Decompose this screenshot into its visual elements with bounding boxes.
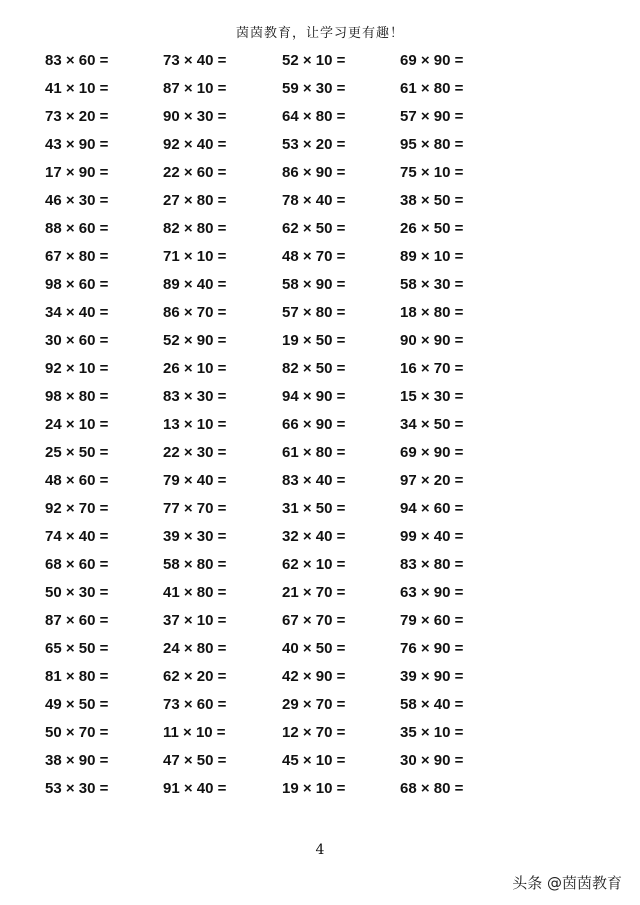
problem-row (0, 775, 640, 803)
multiplication-problem: 41 × 80 = (163, 584, 227, 601)
problem-row (0, 523, 640, 551)
multiplication-problem: 79 × 40 = (163, 472, 227, 489)
multiplication-problem: 90 × 30 = (163, 108, 227, 125)
multiplication-problem: 18 × 80 = (400, 304, 464, 321)
multiplication-problem: 39 × 90 = (400, 668, 464, 685)
multiplication-problem: 26 × 10 = (163, 360, 227, 377)
multiplication-problem: 88 × 60 = (45, 220, 109, 237)
problem-row (0, 551, 640, 579)
multiplication-problem: 64 × 80 = (282, 108, 346, 125)
multiplication-problem: 40 × 50 = (282, 640, 346, 657)
multiplication-problem: 82 × 80 = (163, 220, 227, 237)
multiplication-problem: 32 × 40 = (282, 528, 346, 545)
multiplication-problem: 42 × 90 = (282, 668, 346, 685)
multiplication-problem: 89 × 10 = (400, 248, 464, 265)
multiplication-problem: 58 × 90 = (282, 276, 346, 293)
multiplication-problem: 65 × 50 = (45, 640, 109, 657)
multiplication-problem: 19 × 50 = (282, 332, 346, 349)
multiplication-problem: 73 × 40 = (163, 52, 227, 69)
multiplication-problem: 57 × 90 = (400, 108, 464, 125)
multiplication-problem: 47 × 50 = (163, 752, 227, 769)
problem-row (0, 607, 640, 635)
multiplication-problem: 86 × 70 = (163, 304, 227, 321)
multiplication-problem: 58 × 80 = (163, 556, 227, 573)
multiplication-problem: 26 × 50 = (400, 220, 464, 237)
problem-row (0, 159, 640, 187)
multiplication-problem: 69 × 90 = (400, 52, 464, 69)
multiplication-problem: 19 × 10 = (282, 780, 346, 797)
multiplication-problem: 11 × 10 = (163, 724, 226, 741)
problem-row (0, 691, 640, 719)
multiplication-problem: 38 × 50 = (400, 192, 464, 209)
problem-row (0, 355, 640, 383)
problem-row (0, 579, 640, 607)
multiplication-problem: 77 × 70 = (163, 500, 227, 517)
multiplication-problem: 63 × 90 = (400, 584, 464, 601)
multiplication-problem: 67 × 80 = (45, 248, 109, 265)
multiplication-problem: 15 × 30 = (400, 388, 464, 405)
multiplication-problem: 22 × 60 = (163, 164, 227, 181)
multiplication-problem: 67 × 70 = (282, 612, 346, 629)
multiplication-problem: 92 × 70 = (45, 500, 109, 517)
multiplication-problem: 50 × 70 = (45, 724, 109, 741)
multiplication-problem: 73 × 20 = (45, 108, 109, 125)
multiplication-problem: 25 × 50 = (45, 444, 109, 461)
multiplication-problem: 16 × 70 = (400, 360, 464, 377)
multiplication-problem: 69 × 90 = (400, 444, 464, 461)
multiplication-problem: 62 × 10 = (282, 556, 346, 573)
multiplication-problem: 39 × 30 = (163, 528, 227, 545)
multiplication-problem: 30 × 60 = (45, 332, 109, 349)
problem-row (0, 635, 640, 663)
multiplication-problem: 30 × 90 = (400, 752, 464, 769)
multiplication-problem: 97 × 20 = (400, 472, 464, 489)
problem-row (0, 215, 640, 243)
multiplication-problem: 71 × 10 = (163, 248, 227, 265)
multiplication-problem: 83 × 30 = (163, 388, 227, 405)
multiplication-problem: 74 × 40 = (45, 528, 109, 545)
multiplication-problem: 83 × 40 = (282, 472, 346, 489)
multiplication-problem: 13 × 10 = (163, 416, 227, 433)
problem-row (0, 271, 640, 299)
problem-row (0, 719, 640, 747)
multiplication-problem: 91 × 40 = (163, 780, 227, 797)
multiplication-problem: 66 × 90 = (282, 416, 346, 433)
multiplication-problem: 37 × 10 = (163, 612, 227, 629)
problem-row (0, 187, 640, 215)
multiplication-problem: 43 × 90 = (45, 136, 109, 153)
problem-row (0, 299, 640, 327)
multiplication-problem: 46 × 30 = (45, 192, 109, 209)
multiplication-problem: 73 × 60 = (163, 696, 227, 713)
multiplication-problem: 87 × 10 = (163, 80, 227, 97)
multiplication-problem: 57 × 80 = (282, 304, 346, 321)
multiplication-problem: 68 × 60 = (45, 556, 109, 573)
multiplication-problem: 90 × 90 = (400, 332, 464, 349)
multiplication-problem: 52 × 90 = (163, 332, 227, 349)
watermark: 头条 @茵茵教育 (512, 874, 622, 892)
problem-row (0, 327, 640, 355)
multiplication-problem: 45 × 10 = (282, 752, 346, 769)
multiplication-problem: 31 × 50 = (282, 500, 346, 517)
multiplication-problem: 92 × 40 = (163, 136, 227, 153)
multiplication-problem: 86 × 90 = (282, 164, 346, 181)
multiplication-problem: 59 × 30 = (282, 80, 346, 97)
multiplication-problem: 50 × 30 = (45, 584, 109, 601)
multiplication-problem: 24 × 80 = (163, 640, 227, 657)
problem-row (0, 495, 640, 523)
multiplication-problem: 41 × 10 = (45, 80, 109, 97)
multiplication-problem: 22 × 30 = (163, 444, 227, 461)
multiplication-problem: 76 × 90 = (400, 640, 464, 657)
multiplication-problem: 87 × 60 = (45, 612, 109, 629)
multiplication-problem: 12 × 70 = (282, 724, 346, 741)
multiplication-problem: 99 × 40 = (400, 528, 464, 545)
multiplication-problem: 83 × 80 = (400, 556, 464, 573)
multiplication-problem: 78 × 40 = (282, 192, 346, 209)
multiplication-problem: 75 × 10 = (400, 164, 464, 181)
problem-row (0, 47, 640, 75)
problem-row (0, 439, 640, 467)
problem-row (0, 243, 640, 271)
multiplication-problem: 61 × 80 = (400, 80, 464, 97)
multiplication-problem: 68 × 80 = (400, 780, 464, 797)
multiplication-problem: 82 × 50 = (282, 360, 346, 377)
multiplication-problem: 62 × 50 = (282, 220, 346, 237)
multiplication-problem: 83 × 60 = (45, 52, 109, 69)
multiplication-problem: 95 × 80 = (400, 136, 464, 153)
problem-row (0, 75, 640, 103)
multiplication-problem: 49 × 50 = (45, 696, 109, 713)
multiplication-problem: 34 × 40 = (45, 304, 109, 321)
multiplication-problem: 48 × 60 = (45, 472, 109, 489)
multiplication-problem: 38 × 90 = (45, 752, 109, 769)
multiplication-problem: 92 × 10 = (45, 360, 109, 377)
page-header: 茵茵教育，让学习更有趣！ (235, 26, 404, 41)
multiplication-problem: 35 × 10 = (400, 724, 464, 741)
multiplication-problem: 34 × 50 = (400, 416, 464, 433)
multiplication-problem: 98 × 80 = (45, 388, 109, 405)
problem-row (0, 411, 640, 439)
multiplication-problem: 53 × 20 = (282, 136, 346, 153)
multiplication-problem: 17 × 90 = (45, 164, 109, 181)
multiplication-problem: 52 × 10 = (282, 52, 346, 69)
multiplication-problem: 62 × 20 = (163, 668, 227, 685)
multiplication-problem: 27 × 80 = (163, 192, 227, 209)
multiplication-problem: 58 × 30 = (400, 276, 464, 293)
multiplication-problem: 94 × 90 = (282, 388, 346, 405)
multiplication-problem: 81 × 80 = (45, 668, 109, 685)
problem-row (0, 383, 640, 411)
multiplication-problem: 94 × 60 = (400, 500, 464, 517)
problem-row (0, 131, 640, 159)
multiplication-problem: 21 × 70 = (282, 584, 346, 601)
page-number: 4 (315, 842, 325, 858)
problem-row (0, 747, 640, 775)
multiplication-problem: 98 × 60 = (45, 276, 109, 293)
multiplication-problem: 29 × 70 = (282, 696, 346, 713)
problem-grid (0, 47, 640, 807)
problem-row (0, 103, 640, 131)
multiplication-problem: 89 × 40 = (163, 276, 227, 293)
problem-row (0, 663, 640, 691)
multiplication-problem: 58 × 40 = (400, 696, 464, 713)
multiplication-problem: 79 × 60 = (400, 612, 464, 629)
problem-row (0, 467, 640, 495)
multiplication-problem: 61 × 80 = (282, 444, 346, 461)
multiplication-problem: 53 × 30 = (45, 780, 109, 797)
multiplication-problem: 24 × 10 = (45, 416, 109, 433)
multiplication-problem: 48 × 70 = (282, 248, 346, 265)
